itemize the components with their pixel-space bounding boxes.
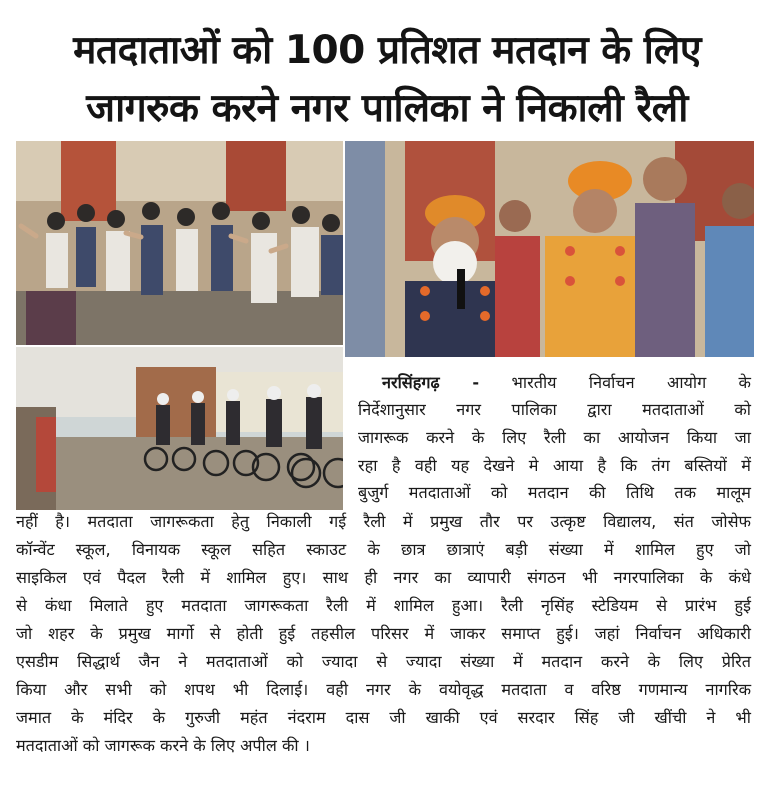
rally-oath-photo — [16, 141, 343, 345]
headline-line-2: जागरुक करने नगर पालिका ने निकाली रैली — [86, 86, 688, 131]
article-line-2: निर्देशानुसार नगर पालिका द्वारा मतदाताओं को — [358, 400, 751, 419]
article-line-3: जागरूक करने के लिए रैली का आयोजन किया जा — [358, 428, 751, 447]
dateline: नरसिंहगढ़ - — [382, 373, 480, 392]
article-line-14: मतदाताओं को जागरूक करने के लिए अपील की । — [16, 736, 310, 755]
headline-line-1: मतदाताओं को 100 प्रतिशत मतदान के लिए — [73, 28, 701, 73]
cycle-rally-photo — [16, 347, 343, 510]
article-line-8: साइकिल एवं पैदल रैली में शामिल हुए। साथ ही नगर का व्यापारी संगठन भी नगरपालिका के कंधे — [16, 568, 751, 587]
headline — [0, 22, 774, 138]
article-line-12: किया और सभी को शपथ भी दिलाई। वही नगर के वयोवृद्ध मतदाता व वरिष्ठ गणमान्य नागरिक — [16, 680, 751, 699]
article-line-13: जमात के मंदिर के गुरुजी महंत नंदराम दास जी खाकी एवं सरदार सिंह जी खींची ने भी — [16, 708, 751, 727]
article-line-9: से कंधा मिलाते हुए मतदाता जागरूकता रैली में शामिल हुआ। रैली नृसिंह स्टेडियम से प्रारंभ हुई — [16, 596, 751, 615]
article-line-11: एसडीम सिद्धार्थ जैन ने मतदाताओं को ज्यादा से ज्यादा संख्या में मतदान करने के लिए प्रेरित — [16, 652, 751, 671]
article-line-1-text: भारतीय निर्वाचन आयोग के — [511, 373, 751, 392]
article-line-1 — [382, 370, 751, 395]
elders-speech-photo — [345, 141, 754, 357]
article-line-6: नहीं है। मतदाता जागरूकता हेतु निकाली गई रैली में प्रमुख तौर पर उत्कृष्ट विद्यालय, संत जोसेफ — [16, 512, 751, 531]
article-line-10: जो शहर के प्रमुख मार्गो से होती हुई तहसील परिसर में जाकर समाप्त हुई। जहां निर्वाचन अधिकारी — [16, 624, 751, 643]
article-line-5: बुजुर्ग मतदाताओं को मतदान की तिथि तक मालूम — [358, 483, 751, 502]
article-line-4: रहा है वही यह देखने मे आया है कि तंग बस्तियों में — [358, 456, 751, 475]
article-line-7: कॉन्वेंट स्कूल, विनायक स्कूल सहित स्काउट के छात्र छात्राएं बड़ी संख्या में शामिल हुए जो — [16, 540, 751, 559]
